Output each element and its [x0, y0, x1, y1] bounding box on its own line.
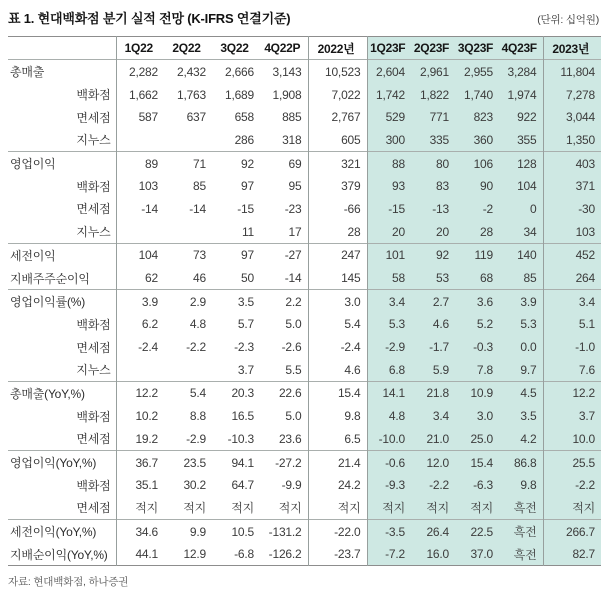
cell: 25.5 [543, 450, 601, 473]
cell: 266.7 [543, 519, 601, 542]
cell: 22.6 [260, 381, 308, 404]
row-label: 영업이익률(%) [8, 289, 116, 312]
cell: -22.0 [308, 519, 367, 542]
cell: 1,689 [224, 87, 254, 102]
column-header: 3Q22 [220, 41, 249, 55]
cell: 28 [308, 220, 367, 243]
cell: 3.0 [308, 289, 367, 312]
cell: -1.7 [411, 335, 455, 358]
cell: 5.1 [543, 313, 601, 336]
cell: 318 [260, 128, 308, 151]
cell: 3,284 [499, 60, 543, 83]
cell: 1,908 [260, 83, 308, 106]
cell: 379 [308, 174, 367, 197]
cell: 3,143 [260, 60, 308, 83]
cell: 264 [543, 266, 601, 289]
cell: -66 [308, 197, 367, 220]
source-note: 자료: 현대백화점, 하나증권 [8, 576, 129, 589]
cell: 6.2 [141, 317, 158, 332]
cell: 적지 [308, 496, 367, 519]
cell: 658 [234, 110, 254, 125]
cell: 9.9 [164, 519, 212, 542]
cell: 36.7 [116, 450, 164, 473]
cell: 흑전 [499, 496, 543, 519]
cell: 10,523 [308, 60, 367, 83]
cell: 3,044 [543, 105, 601, 128]
cell: 7,278 [543, 83, 601, 106]
cell: 3.5 [499, 404, 543, 427]
cell: 6.5 [308, 427, 367, 450]
table-row [8, 83, 601, 106]
cell: 9.7 [499, 358, 543, 381]
cell: 771 [411, 105, 455, 128]
cell: -2 [455, 197, 499, 220]
cell: -1.0 [543, 335, 601, 358]
cell: 28 [455, 220, 499, 243]
cell: 6.8 [367, 358, 411, 381]
cell: 73 [164, 243, 212, 266]
cell: -10.0 [367, 427, 411, 450]
cell: 128 [499, 151, 543, 174]
cell: 4.6 [308, 358, 367, 381]
cell: -2.6 [260, 335, 308, 358]
title-row [8, 8, 599, 27]
cell: 5.9 [411, 358, 455, 381]
cell: 10.0 [543, 427, 601, 450]
cell: 53 [411, 266, 455, 289]
cell: -0.3 [455, 335, 499, 358]
cell: 5.3 [499, 313, 543, 336]
cell: -3.5 [367, 519, 411, 542]
cell: 58 [367, 266, 411, 289]
cell: 16.0 [411, 542, 455, 565]
financial-table [8, 36, 601, 566]
cell: 2,666 [212, 60, 260, 83]
cell: 885 [260, 105, 308, 128]
row-label: 영업이익(YoY,%) [8, 450, 116, 473]
cell: 68 [455, 266, 499, 289]
cell [116, 220, 164, 243]
cell: 106 [455, 151, 499, 174]
row-label: 지누스 [8, 220, 116, 243]
unit-note: (단위: 십억원) [537, 14, 599, 26]
column-header: 2Q22 [172, 41, 201, 55]
cell: 3.6 [455, 289, 499, 312]
cell: 1,763 [176, 87, 206, 102]
cell: 97 [241, 179, 254, 194]
cell: -2.9 [186, 431, 206, 446]
cell: 119 [455, 243, 499, 266]
cell: -126.2 [260, 542, 308, 565]
cell: 80 [411, 151, 455, 174]
cell: 1,662 [128, 87, 158, 102]
cell: 104 [499, 174, 543, 197]
cell: 286 [234, 132, 254, 147]
column-header: 2023년 [543, 37, 601, 60]
cell: 3.7 [543, 404, 601, 427]
cell: 적지 [455, 496, 499, 519]
cell: -27 [260, 243, 308, 266]
cell: -30 [543, 197, 601, 220]
cell [164, 128, 212, 151]
column-header: 4Q22P [260, 37, 308, 60]
table-body [8, 60, 601, 566]
table-row [8, 289, 601, 312]
cell: 89 [116, 151, 164, 174]
table-row [8, 105, 601, 128]
cell: 371 [543, 174, 601, 197]
cell: 104 [116, 243, 164, 266]
cell: 1,822 [411, 83, 455, 106]
cell: 2.2 [260, 289, 308, 312]
cell: 103 [543, 220, 601, 243]
cell: -15 [367, 197, 411, 220]
table-row [8, 220, 601, 243]
row-label: 백화점 [8, 174, 116, 197]
cell: 5.0 [260, 404, 308, 427]
table-row [8, 243, 601, 266]
cell: 2,955 [455, 60, 499, 83]
cell: 3.0 [455, 404, 499, 427]
row-label: 백화점 [8, 83, 116, 106]
cell: 적지 [135, 501, 158, 516]
cell: 10.9 [455, 381, 499, 404]
row-label: 세전이익 [8, 243, 116, 266]
cell: 44.1 [135, 547, 158, 562]
row-label: 면세점 [8, 496, 116, 519]
cell: 88 [367, 151, 411, 174]
table-row [8, 197, 601, 220]
cell: 적지 [543, 496, 601, 519]
row-label: 면세점 [8, 335, 116, 358]
row-label: 지배순이익(YoY,%) [8, 542, 116, 565]
row-label: 지누스 [8, 128, 116, 151]
cell: 3.9 [499, 289, 543, 312]
cell [164, 358, 212, 381]
cell [164, 220, 212, 243]
cell: 637 [186, 110, 206, 125]
cell: 4.8 [189, 317, 206, 332]
cell: 12.0 [411, 450, 455, 473]
cell: 34.6 [116, 519, 164, 542]
table-row [8, 128, 601, 151]
table-row [8, 496, 601, 519]
cell: 25.0 [455, 427, 499, 450]
cell: 85 [193, 179, 206, 194]
column-header: 3Q23F [455, 37, 499, 60]
cell: 101 [367, 243, 411, 266]
cell [116, 358, 164, 381]
cell: 11 [241, 224, 254, 239]
cell: 7.8 [455, 358, 499, 381]
cell: 8.8 [189, 409, 206, 424]
cell: 19.2 [135, 431, 158, 446]
cell: 적지 [231, 501, 254, 516]
cell: 95 [260, 174, 308, 197]
table-row [8, 473, 601, 496]
cell [116, 128, 164, 151]
cell: 20 [367, 220, 411, 243]
cell: -7.2 [367, 542, 411, 565]
cell: -2.3 [234, 340, 254, 355]
row-label: 면세점 [8, 105, 116, 128]
cell: 335 [411, 128, 455, 151]
row-label: 영업이익 [8, 151, 116, 174]
cell: 14.1 [367, 381, 411, 404]
cell: 3.4 [367, 289, 411, 312]
cell: 69 [260, 151, 308, 174]
cell: 적지 [367, 496, 411, 519]
row-label: 총매출 [8, 60, 116, 83]
cell: -2.2 [186, 340, 206, 355]
cell: 10.2 [135, 409, 158, 424]
cell: 16.5 [231, 409, 254, 424]
row-label: 면세점 [8, 197, 116, 220]
cell: 321 [308, 151, 367, 174]
table-row [8, 60, 601, 83]
table-row [8, 519, 601, 542]
cell: 0 [499, 197, 543, 220]
cell: 15.4 [455, 450, 499, 473]
cell: 3.7 [237, 362, 254, 377]
cell: 3.9 [116, 289, 164, 312]
cell: 62 [145, 271, 158, 286]
table-row [8, 450, 601, 473]
cell: 2,604 [367, 60, 411, 83]
cell: -15 [237, 201, 254, 216]
cell: 9.8 [308, 404, 367, 427]
cell: 5.5 [260, 358, 308, 381]
cell: -27.2 [260, 450, 308, 473]
cell: 적지 [411, 496, 455, 519]
cell: 0.0 [499, 335, 543, 358]
cell: 3.5 [212, 289, 260, 312]
cell: -2.2 [543, 473, 601, 496]
table-row [8, 427, 601, 450]
cell: 2.9 [164, 289, 212, 312]
cell: 93 [367, 174, 411, 197]
cell: -23.7 [308, 542, 367, 565]
cell: 922 [499, 105, 543, 128]
cell: 23.5 [164, 450, 212, 473]
table-row [8, 381, 601, 404]
row-label-header [8, 37, 116, 60]
cell: -10.3 [227, 431, 254, 446]
row-label: 총매출(YoY,%) [8, 381, 116, 404]
cell: 7.6 [543, 358, 601, 381]
row-label: 지배주주순이익 [8, 266, 116, 289]
cell: 5.7 [237, 317, 254, 332]
cell: 37.0 [455, 542, 499, 565]
cell: 3.4 [411, 404, 455, 427]
cell: -0.6 [367, 450, 411, 473]
cell: 12.2 [116, 381, 164, 404]
cell: 12.9 [183, 547, 206, 562]
cell: 24.2 [308, 473, 367, 496]
table-row [8, 542, 601, 565]
cell: 1,350 [543, 128, 601, 151]
cell: -6.3 [455, 473, 499, 496]
cell: 403 [543, 151, 601, 174]
cell: -2.4 [308, 335, 367, 358]
cell: 적지 [183, 501, 206, 516]
table-row [8, 313, 601, 336]
cell: -131.2 [260, 519, 308, 542]
cell: 5.0 [260, 313, 308, 336]
cell: -13 [411, 197, 455, 220]
row-label: 세전이익(YoY,%) [8, 519, 116, 542]
row-label: 면세점 [8, 427, 116, 450]
cell: -23 [260, 197, 308, 220]
cell: 3.4 [543, 289, 601, 312]
cell: 94.1 [212, 450, 260, 473]
cell: 9.8 [499, 473, 543, 496]
cell: 85 [499, 266, 543, 289]
column-header: 1Q23F [367, 37, 411, 60]
cell: 247 [308, 243, 367, 266]
column-header: 4Q23F [499, 37, 543, 60]
cell: 21.0 [411, 427, 455, 450]
cell: 2.7 [411, 289, 455, 312]
cell: -9.9 [260, 473, 308, 496]
cell: -14 [260, 266, 308, 289]
cell: 71 [164, 151, 212, 174]
cell: 103 [138, 179, 158, 194]
row-label: 백화점 [8, 404, 116, 427]
cell: 35.1 [135, 478, 158, 493]
table-row [8, 174, 601, 197]
cell: 300 [367, 128, 411, 151]
cell: 5.3 [367, 313, 411, 336]
cell: 1,974 [499, 83, 543, 106]
cell: 140 [499, 243, 543, 266]
cell: 적지 [260, 496, 308, 519]
cell: -14 [141, 201, 158, 216]
table-row [8, 335, 601, 358]
cell: 21.4 [308, 450, 367, 473]
column-header: 1Q22 [124, 41, 153, 55]
cell: 12.2 [543, 381, 601, 404]
cell: 86.8 [499, 450, 543, 473]
cell: -9.3 [367, 473, 411, 496]
cell: -6.8 [234, 547, 254, 562]
cell: 흑전 [499, 519, 543, 542]
cell: 30.2 [183, 478, 206, 493]
cell: 46 [193, 271, 206, 286]
cell: 20.3 [212, 381, 260, 404]
cell: -2.9 [367, 335, 411, 358]
cell: 145 [308, 266, 367, 289]
cell: 10.5 [212, 519, 260, 542]
table-title: 표 1. 현대백화점 분기 실적 전망 (K-IFRS 연결기준) [8, 11, 291, 26]
cell: -2.2 [411, 473, 455, 496]
cell: 23.6 [260, 427, 308, 450]
row-label: 백화점 [8, 473, 116, 496]
cell: 22.5 [455, 519, 499, 542]
cell: 605 [308, 128, 367, 151]
cell: 26.4 [411, 519, 455, 542]
cell: 흑전 [499, 542, 543, 565]
cell: 823 [455, 105, 499, 128]
cell: 4.8 [367, 404, 411, 427]
cell: 2,432 [164, 60, 212, 83]
cell: -2.4 [138, 340, 158, 355]
cell: 2,767 [308, 105, 367, 128]
cell: 5.4 [164, 381, 212, 404]
cell: 4.6 [411, 313, 455, 336]
cell: 1,742 [367, 83, 411, 106]
cell: 90 [455, 174, 499, 197]
cell: 587 [138, 110, 158, 125]
cell: 529 [367, 105, 411, 128]
header-row [8, 37, 601, 60]
cell: 50 [241, 271, 254, 286]
table-row [8, 358, 601, 381]
cell: 15.4 [308, 381, 367, 404]
cell: 2,961 [411, 60, 455, 83]
cell: 92 [411, 243, 455, 266]
cell: 355 [499, 128, 543, 151]
table-header [8, 37, 601, 60]
cell: 64.7 [231, 478, 254, 493]
cell: 20 [411, 220, 455, 243]
cell: 7,022 [308, 83, 367, 106]
cell: 5.4 [308, 313, 367, 336]
cell: 34 [499, 220, 543, 243]
column-header: 2022년 [308, 37, 367, 60]
cell: 2,282 [116, 60, 164, 83]
cell: 97 [212, 243, 260, 266]
cell: 360 [455, 128, 499, 151]
table-row [8, 151, 601, 174]
column-header: 2Q23F [411, 37, 455, 60]
cell: 1,740 [455, 83, 499, 106]
table-row [8, 404, 601, 427]
cell: -14 [189, 201, 206, 216]
cell: 92 [212, 151, 260, 174]
cell: 17 [260, 220, 308, 243]
cell: 11,804 [543, 60, 601, 83]
cell: 4.2 [499, 427, 543, 450]
cell: 21.8 [411, 381, 455, 404]
table-row [8, 266, 601, 289]
cell: 452 [543, 243, 601, 266]
cell: 82.7 [543, 542, 601, 565]
cell: 4.5 [499, 381, 543, 404]
cell: 5.2 [455, 313, 499, 336]
row-label: 백화점 [8, 313, 116, 336]
row-label: 지누스 [8, 358, 116, 381]
cell: 83 [411, 174, 455, 197]
